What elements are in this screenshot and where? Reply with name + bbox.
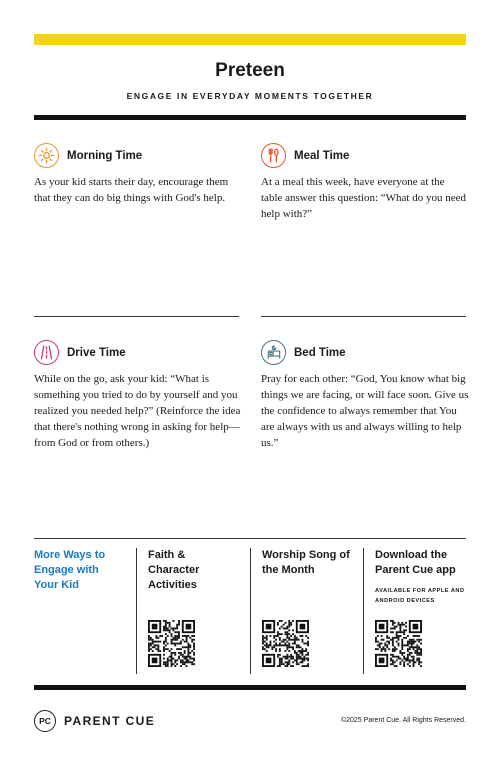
header-divider	[34, 115, 466, 120]
footer-bottom-divider	[34, 685, 466, 690]
sun-icon	[34, 143, 59, 168]
page-subtitle: ENGAGE IN EVERYDAY MOMENTS TOGETHER	[126, 91, 374, 101]
footer-column-divider	[250, 548, 251, 674]
meal-time-title: Meal Time	[294, 149, 350, 162]
top-accent-bar	[34, 34, 466, 45]
utensils-icon	[261, 143, 286, 168]
page-title: Preteen	[215, 60, 285, 81]
faith-activities-title: Faith & Character Activities	[148, 549, 200, 591]
drive-time-header	[34, 340, 126, 365]
footer-column-divider	[363, 548, 364, 674]
bed-time-title: Bed Time	[294, 346, 346, 359]
drive-time-title: Drive Time	[67, 346, 126, 359]
section-divider-right	[261, 316, 466, 317]
worship-song-qr-code[interactable]	[262, 620, 309, 672]
copyright-text: ©2025 Parent Cue. All Rights Reserved.	[340, 717, 466, 724]
meal-time-header	[261, 143, 349, 168]
morning-time-header	[34, 143, 142, 168]
app-availability-note: AVAILABLE FOR APPLE AND ANDROID DEVICES	[375, 588, 465, 604]
meal-time-body: At a meal this week, have everyone at the table answer this question: “What do you need help with?”	[261, 176, 466, 220]
section-divider-left	[34, 316, 239, 317]
app-download-qr-code[interactable]	[375, 620, 422, 672]
footer-column-divider	[136, 548, 137, 674]
bed-time-header	[261, 340, 346, 365]
parent-cue-logo	[34, 710, 155, 732]
road-icon	[34, 340, 59, 365]
parent-cue-logo-mark: PC	[34, 710, 56, 732]
bed-time-body: Pray for each other: “God, You know what big things we are facing, or will face soon. Give us the confidence to always remember that You are always with us and always willing to help us.”	[261, 373, 469, 449]
download-app-title: Download the Parent Cue app	[375, 549, 456, 576]
brand-name: PARENT CUE	[64, 714, 156, 728]
drive-time-body: While on the go, ask your kid: “What is something you tried to do by yourself and you realized you needed help?” (Reinforce the idea that there's nothing wrong in asking for help—from God or from others.)	[34, 373, 241, 449]
bed-icon	[261, 340, 286, 365]
footer-top-divider	[34, 538, 466, 539]
worship-song-title: Worship Song of the Month	[262, 549, 350, 576]
faith-activities-qr-code[interactable]	[148, 620, 195, 672]
morning-time-title: Morning Time	[67, 149, 143, 162]
more-ways-heading: More Ways to Engage with Your Kid	[34, 549, 106, 591]
morning-time-body: As your kid starts their day, encourage them that they can do big things with God's help.	[34, 176, 229, 204]
